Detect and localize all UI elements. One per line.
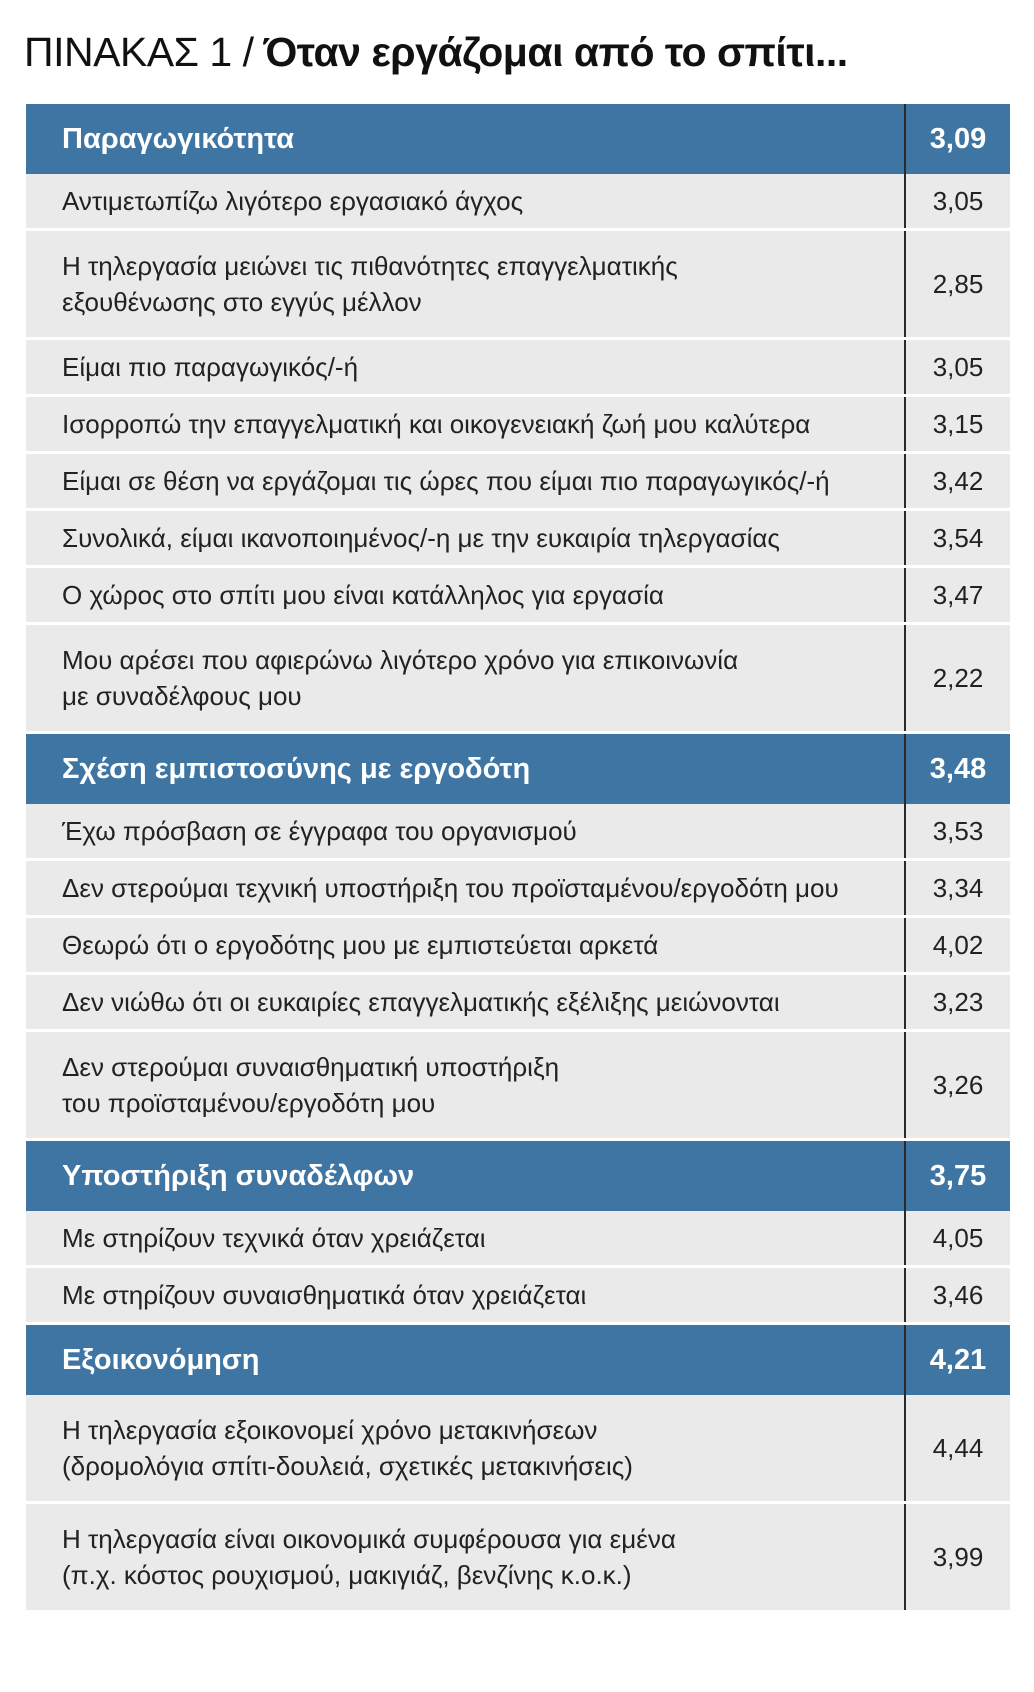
- table-row: [26, 1211, 1010, 1268]
- row-label: Δεν στερούμαι τεχνική υποστήριξη του προϊσταμένου/εργοδότη μου: [62, 873, 839, 903]
- row-score: 3,47: [904, 568, 1010, 622]
- row-score: 3,05: [904, 340, 1010, 394]
- row-score: 3,46: [904, 1268, 1010, 1322]
- section-label: Υποστήριξη συναδέλφων: [62, 1160, 415, 1192]
- row-label: Η τηλεργασία είναι οικονομικά συμφέρουσα για εμένα (π.χ. κόστος ρουχισμού, μακιγιάζ, βενζίνης κ.ο.κ.): [62, 1524, 676, 1590]
- section-score: 4,21: [904, 1325, 1010, 1395]
- table-row: [26, 1268, 1010, 1325]
- row-score: 3,99: [904, 1504, 1010, 1610]
- row-label: Συνολικά, είμαι ικανοποιημένος/-η με την ευκαιρία τηλεργασίας: [62, 523, 780, 553]
- row-score: 4,02: [904, 918, 1010, 972]
- row-label: Αντιμετωπίζω λιγότερο εργασιακό άγχος: [62, 186, 524, 216]
- table-row: [26, 1504, 1010, 1613]
- row-score: 2,22: [904, 625, 1010, 731]
- section-label: Εξοικονόμηση: [62, 1344, 260, 1376]
- section-header-employer-trust: [26, 734, 1010, 804]
- row-score: 3,42: [904, 454, 1010, 508]
- section-score: 3,48: [904, 734, 1010, 804]
- page-title: [24, 22, 848, 82]
- row-score: 3,23: [904, 975, 1010, 1029]
- row-score: 3,15: [904, 397, 1010, 451]
- row-label: Με στηρίζουν συναισθηματικά όταν χρειάζεται: [62, 1280, 587, 1310]
- row-label: Με στηρίζουν τεχνικά όταν χρειάζεται: [62, 1223, 486, 1253]
- table-row: [26, 1395, 1010, 1504]
- table-row: [26, 975, 1010, 1032]
- row-label: Ισορροπώ την επαγγελματική και οικογενειακή ζωή μου καλύτερα: [62, 409, 811, 439]
- table-subtitle: Όταν εργάζομαι από το σπίτι...: [263, 28, 848, 75]
- row-score: 3,34: [904, 861, 1010, 915]
- row-score: 3,26: [904, 1032, 1010, 1138]
- row-label: Ο χώρος στο σπίτι μου είναι κατάλληλος για εργασία: [62, 580, 664, 610]
- table-row: [26, 174, 1010, 231]
- row-label: Έχω πρόσβαση σε έγγραφα του οργανισμού: [62, 816, 577, 846]
- row-score: 3,05: [904, 174, 1010, 228]
- section-header-productivity: [26, 104, 1010, 174]
- row-label: Μου αρέσει που αφιερώνω λιγότερο χρόνο για επικοινωνία με συναδέλφους μου: [62, 645, 739, 711]
- section-score: 3,09: [904, 104, 1010, 174]
- row-label: Είμαι πιο παραγωγικός/-ή: [62, 352, 359, 382]
- row-label: Δεν νιώθω ότι οι ευκαιρίες επαγγελματικής εξέλιξης μειώνονται: [62, 987, 780, 1017]
- section-header-savings: [26, 1325, 1010, 1395]
- row-label: Δεν στερούμαι συναισθηματική υποστήριξη του προϊσταμένου/εργοδότη μου: [62, 1052, 560, 1118]
- table-row: [26, 454, 1010, 511]
- table-row: [26, 231, 1010, 340]
- row-score: 3,54: [904, 511, 1010, 565]
- results-table: [26, 104, 1010, 1613]
- section-label: Παραγωγικότητα: [62, 123, 295, 155]
- section-score: 3,75: [904, 1141, 1010, 1211]
- table-row: [26, 918, 1010, 975]
- table-row: [26, 625, 1010, 734]
- section-header-colleague-support: [26, 1141, 1010, 1211]
- table-row: [26, 511, 1010, 568]
- row-score: 4,05: [904, 1211, 1010, 1265]
- row-label: Η τηλεργασία εξοικονομεί χρόνο μετακινήσεων (δρομολόγια σπίτι-δουλειά, σχετικές μετακινήσεις): [62, 1415, 633, 1481]
- row-score: 3,53: [904, 804, 1010, 858]
- row-label: Η τηλεργασία μειώνει τις πιθανότητες επαγγελματικής εξουθένωσης στο εγγύς μέλλον: [62, 251, 678, 317]
- table-row: [26, 340, 1010, 397]
- row-score: 2,85: [904, 231, 1010, 337]
- row-label: Θεωρώ ότι ο εργοδότης μου με εμπιστεύεται αρκετά: [62, 930, 659, 960]
- section-label: Σχέση εμπιστοσύνης με εργοδότη: [62, 753, 531, 785]
- table-row: [26, 1032, 1010, 1141]
- table-row: [26, 804, 1010, 861]
- row-label: Είμαι σε θέση να εργάζομαι τις ώρες που είμαι πιο παραγωγικός/-ή: [62, 466, 830, 496]
- table-row: [26, 397, 1010, 454]
- table-row: [26, 861, 1010, 918]
- table-row: [26, 568, 1010, 625]
- row-score: 4,44: [904, 1395, 1010, 1501]
- table-number: ΠΙΝΑΚΑΣ 1 /: [24, 28, 254, 75]
